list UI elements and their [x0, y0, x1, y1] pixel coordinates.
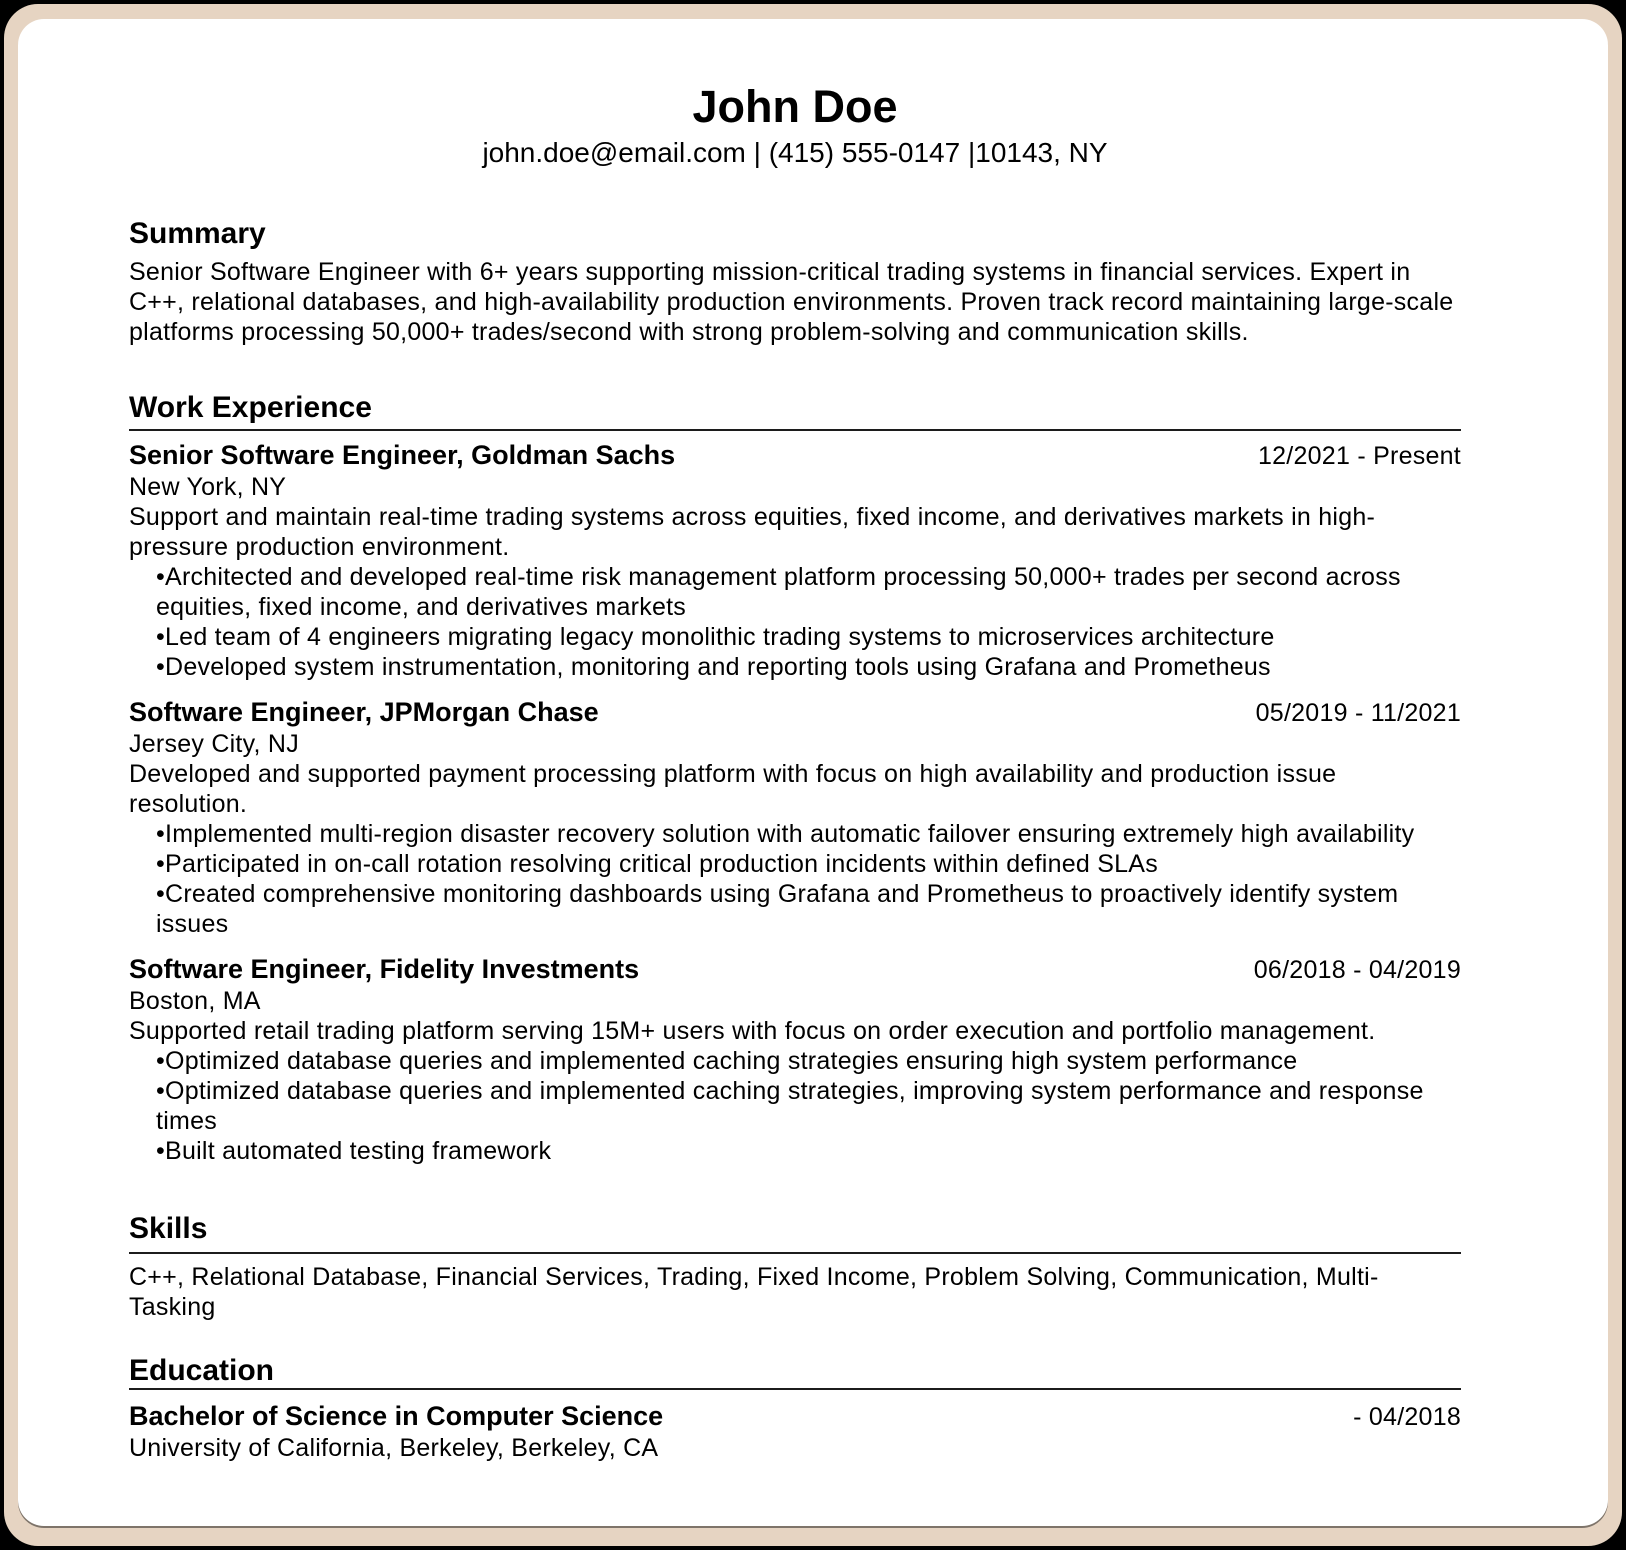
job-bullet: • Built automated testing framework — [129, 1136, 1461, 1166]
skills-text: C++, Relational Database, Financial Services, Trading, Fixed Income, Problem Solving, Communication, Multi-Tasking — [129, 1263, 1379, 1321]
section-divider — [129, 1252, 1461, 1254]
job-bullet: • Led team of 4 engineers migrating legacy monolithic trading systems to microservices architecture — [129, 622, 1461, 652]
job-title: Software Engineer, JPMorgan Chase — [129, 697, 599, 727]
job-description: Supported retail trading platform serving 15M+ users with focus on order execution and portfolio management. — [129, 1017, 1376, 1045]
degree-dates: - 04/2018 — [1353, 1403, 1461, 1431]
job-bullet: • Optimized database queries and implemented caching strategies, improving system performance and response times — [129, 1076, 1461, 1136]
resume-page — [18, 19, 1608, 1526]
section-divider — [129, 1388, 1461, 1390]
degree-title-row — [129, 1400, 1461, 1433]
page-frame — [4, 4, 1622, 1546]
job-bullet-list — [129, 1046, 1461, 1166]
summary-section — [129, 217, 1461, 347]
work-experience-section — [129, 391, 1461, 1166]
job-bullet: • Implemented multi-region disaster recovery solution with automatic failover ensuring extremely high availability — [129, 819, 1461, 849]
job-title: Software Engineer, Fidelity Investments — [129, 954, 640, 984]
job-title: Senior Software Engineer, Goldman Sachs — [129, 440, 676, 470]
degree-title: Bachelor of Science in Computer Science — [129, 1401, 664, 1431]
resume-header — [129, 81, 1461, 169]
section-divider — [129, 429, 1461, 431]
job-bullet: • Created comprehensive monitoring dashboards using Grafana and Prometheus to proactively identify system issues — [129, 879, 1461, 939]
resume-name: John Doe — [692, 81, 898, 132]
job-dates: 12/2021 - Present — [1258, 442, 1461, 470]
summary-text: Senior Software Engineer with 6+ years supporting mission-critical trading systems in financial services. Expert in C++, relational databases, and high-availability production environments. Proven track record maintaining large-scale platforms processing 50,000+ trades/second with strong problem-solving and communication skills. — [129, 258, 1454, 346]
education-section — [129, 1354, 1461, 1463]
job-bullet-list — [129, 819, 1461, 939]
summary-heading: Summary — [129, 217, 266, 250]
skills-heading: Skills — [129, 1212, 208, 1245]
skills-section — [129, 1212, 1461, 1322]
degree-school: University of California, Berkeley, Berkeley, CA — [129, 1434, 659, 1462]
job-location: New York, NY — [129, 473, 287, 501]
contact-line: john.doe@email.com | (415) 555-0147 |10143, NY — [482, 137, 1108, 168]
job-entry — [129, 439, 1461, 682]
job-entry — [129, 696, 1461, 939]
job-bullet: • Developed system instrumentation, monitoring and reporting tools using Grafana and Prometheus — [129, 652, 1461, 682]
education-heading: Education — [129, 1354, 275, 1387]
job-title-row — [129, 953, 1461, 986]
job-title-row — [129, 696, 1461, 729]
job-dates: 05/2019 - 11/2021 — [1255, 699, 1461, 727]
job-bullet: • Participated in on-call rotation resolving critical production incidents within defined SLAs — [129, 849, 1461, 879]
work-experience-heading: Work Experience — [129, 391, 372, 424]
job-bullet: • Optimized database queries and implemented caching strategies ensuring high system performance — [129, 1046, 1461, 1076]
job-description: Support and maintain real-time trading systems across equities, fixed income, and derivatives markets in high-pressure production environment. — [129, 503, 1376, 561]
job-dates: 06/2018 - 04/2019 — [1253, 956, 1461, 984]
job-bullet: • Architected and developed real-time risk management platform processing 50,000+ trades per second across equities, fixed income, and derivatives markets — [129, 562, 1461, 622]
job-location: Boston, MA — [129, 987, 261, 1015]
job-bullet-list — [129, 562, 1461, 682]
job-entry — [129, 953, 1461, 1166]
job-title-row — [129, 439, 1461, 472]
job-description: Developed and supported payment processing platform with focus on high availability and production issue resolution. — [129, 760, 1337, 818]
job-location: Jersey City, NJ — [129, 730, 299, 758]
